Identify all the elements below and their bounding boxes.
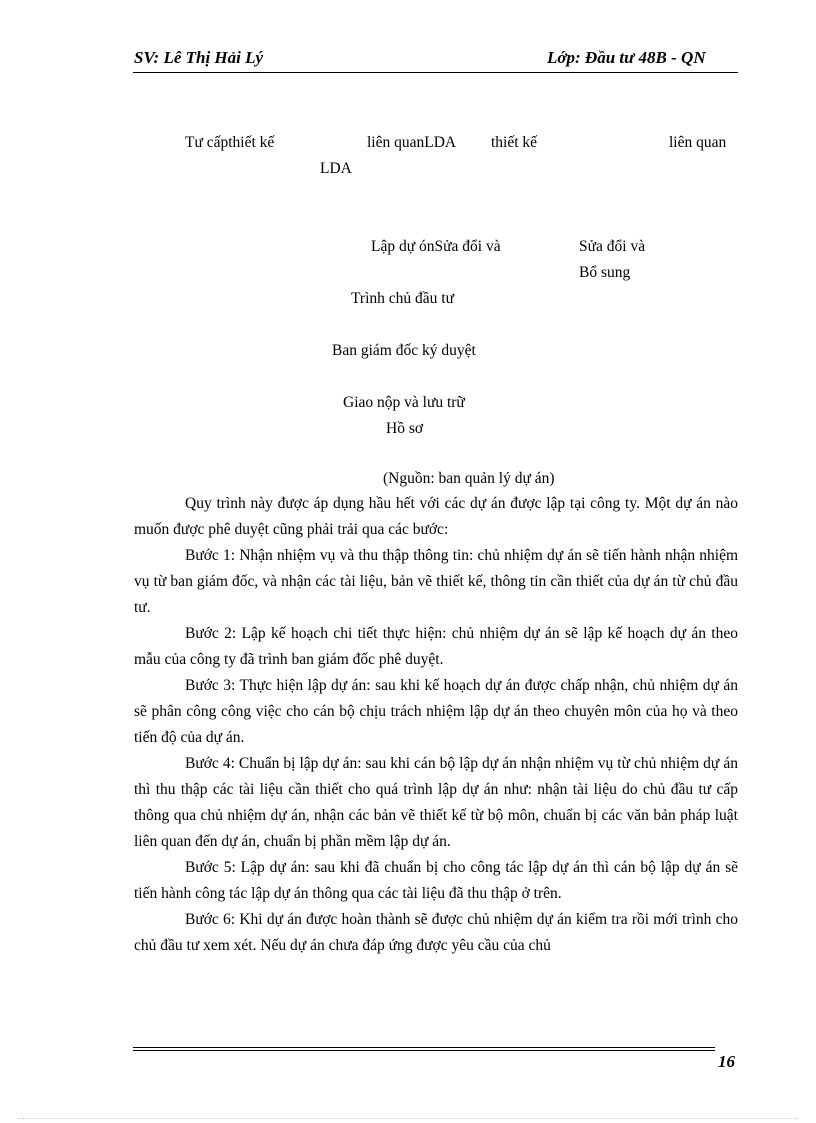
header-divider	[133, 72, 738, 73]
footer-divider-bottom	[133, 1050, 715, 1051]
flow-label-r3-a: Lập dự ónSửa đổi và	[371, 238, 501, 255]
paragraph-step-3: Bước 3: Thực hiện lập dự án: sau khi kế hoạch dự án được chấp nhận, chủ nhiệm dự án sẽ phân công công việc cho cán bộ chịu trách nhiệm lập dự án theo chuyên môn của họ và theo tiến độ của dự án.	[134, 677, 738, 746]
header-class: Lớp: Đầu tư 48B - QN	[547, 48, 706, 67]
page-edge-dots	[18, 1118, 798, 1119]
flow-label-r1-a: Tư cấpthiết kế	[185, 134, 275, 151]
flow-label-r4-a: Bổ sung	[579, 264, 631, 281]
flow-source-note: (Nguồn: ban quản lý dự án)	[383, 470, 555, 487]
paragraph-step-6: Bước 6: Khi dự án được hoàn thành sẽ được chủ nhiệm dự án kiểm tra rồi mới trình cho chủ đầu tư xem xét. Nếu dự án chưa đáp ứng được yêu cầu của chủ	[134, 911, 738, 954]
page-number: 16	[718, 1052, 735, 1071]
footer-divider-top	[133, 1047, 715, 1048]
flow-label-r1-c: thiết kế	[491, 134, 538, 151]
header-student: SV: Lê Thị Hải Lý	[134, 48, 264, 67]
paragraph-intro: Quy trình này được áp dụng hầu hết với các dự án được lập tại công ty. Một dự án nào muốn được phê duyệt cũng phải trải qua các bước:	[134, 495, 738, 538]
flow-label-r6-a: Ban giám đốc ký duyệt	[332, 342, 476, 359]
paragraph-step-2: Bước 2: Lập kế hoạch chi tiết thực hiện: chủ nhiệm dự án sẽ lập kế hoạch dự án theo mẫu của công ty đã trình ban giám đốc phê duyệt.	[134, 625, 738, 668]
flow-label-r2-a: LDA	[320, 160, 352, 177]
flow-label-r5-a: Trình chủ đầu tư	[351, 290, 454, 307]
flow-label-r8-a: Hồ sơ	[386, 420, 424, 437]
paragraph-step-4: Bước 4: Chuẩn bị lập dự án: sau khi cán bộ lập dự án nhận nhiệm vụ từ chủ nhiệm dự án thì thu thập các tài liệu cần thiết cho quá trình lập dự án như: nhận tài liệu do chủ đầu tư cấp thông qua chủ nhiệm dự án, nhận các bản vẽ thiết kế từ bộ môn, chuẩn bị các văn bản pháp luật liên quan đến dự án, chuẩn bị phần mềm lập dự án.	[134, 755, 738, 850]
flow-label-r1-d: liên quan	[669, 134, 727, 151]
flow-label-r7-a: Giao nộp và lưu trữ	[343, 394, 465, 411]
paragraph-step-5: Bước 5: Lập dự án: sau khi đã chuẩn bị cho công tác lập dự án thì cán bộ lập dự án sẽ tiến hành công tác lập dự án thông qua các tài liệu đã thu thập ở trên.	[134, 859, 738, 902]
flow-label-r3-b: Sửa đổi và	[579, 238, 646, 255]
body-text	[134, 491, 738, 959]
flow-label-r1-b: liên quanLDA	[367, 134, 457, 151]
paragraph-step-1: Bước 1: Nhận nhiệm vụ và thu thập thông tin: chủ nhiệm dự án sẽ tiến hành nhận nhiệm vụ từ ban giám đốc, và nhận các tài liệu, bản vẽ thiết kế, thông tin cần thiết của dự án từ chủ đầu tư.	[134, 547, 738, 616]
